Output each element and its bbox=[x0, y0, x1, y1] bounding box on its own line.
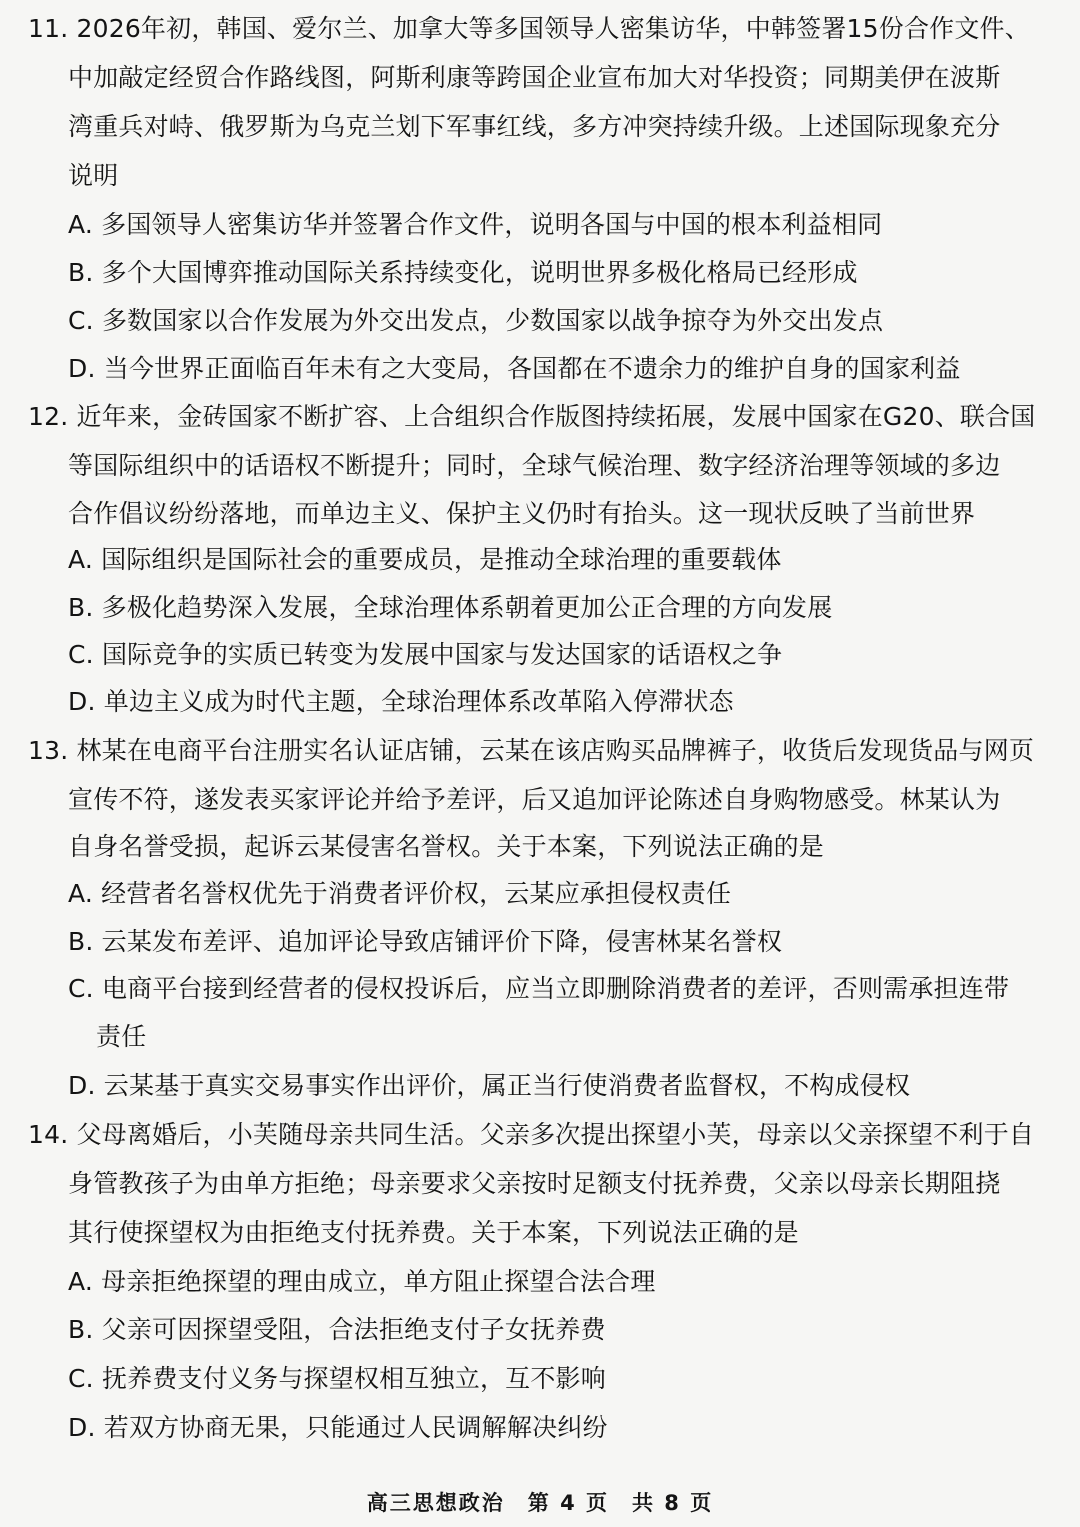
question-stem-line: 说明 bbox=[68, 161, 119, 190]
page-footer: 高三思想政治 第 4 页 共 8 页 bbox=[366, 1491, 714, 1515]
option-b: B. 多个大国博弈推动国际关系持续变化，说明世界多极化格局已经形成 bbox=[68, 258, 858, 287]
question-stem-line: 13. 林某在电商平台注册实名认证店铺，云某在该店购买品牌裤子，收货后发现货品与网页 bbox=[28, 736, 1035, 765]
question-stem-line: 身管教孩子为由单方拒绝；母亲要求父亲按时足额支付抚养费，父亲以母亲长期阻挠 bbox=[68, 1169, 1001, 1198]
option-a: A. 多国领导人密集访华并签署合作文件，说明各国与中国的根本利益相同 bbox=[68, 210, 883, 239]
question-stem-line: 合作倡议纷纷落地，而单边主义、保护主义仍时有抬头。这一现状反映了当前世界 bbox=[68, 499, 976, 528]
option-c: C. 国际竞争的实质已转变为发展中国家与发达国家的话语权之争 bbox=[68, 640, 783, 669]
question-stem-line: 等国际组织中的话语权不断提升；同时，全球气候治理、数字经济治理等领域的多边 bbox=[68, 451, 1001, 480]
option-c: C. 多数国家以合作发展为外交出发点，少数国家以战争掠夺为外交出发点 bbox=[68, 306, 884, 335]
option-c: C. 抚养费支付义务与探望权相互独立，互不影响 bbox=[68, 1364, 606, 1393]
question-stem-line: 宣传不符，遂发表买家评论并给予差评，后又追加评论陈述自身购物感受。林某认为 bbox=[68, 785, 1001, 814]
question-stem-line: 湾重兵对峙、俄罗斯为乌克兰划下军事红线，多方冲突持续升级。上述国际现象充分 bbox=[68, 112, 1001, 141]
option-c: C. 电商平台接到经营者的侵权投诉后，应当立即删除消费者的差评，否则需承担连带 bbox=[68, 974, 1010, 1003]
option-c-continuation: 责任 bbox=[96, 1022, 147, 1051]
option-a: A. 母亲拒绝探望的理由成立，单方阻止探望合法合理 bbox=[68, 1267, 656, 1296]
question-stem-line: 自身名誉受损，起诉云某侵害名誉权。关于本案，下列说法正确的是 bbox=[68, 832, 825, 861]
question-stem-line: 中加敲定经贸合作路线图，阿斯利康等跨国企业宣布加大对华投资；同期美伊在波斯 bbox=[68, 63, 1001, 92]
question-stem-line: 14. 父母离婚后，小芙随母亲共同生活。父亲多次提出探望小芙，母亲以父亲探望不利于自 bbox=[28, 1120, 1035, 1149]
option-b: B. 多极化趋势深入发展，全球治理体系朝着更加公正合理的方向发展 bbox=[68, 593, 833, 622]
option-b: B. 云某发布差评、追加评论导致店铺评价下降，侵害林某名誉权 bbox=[68, 927, 783, 956]
question-stem-line: 12. 近年来，金砖国家不断扩容、上合组织合作版图持续拓展，发展中国家在G20、联合国 bbox=[28, 402, 1036, 431]
question-stem-line: 其行使探望权为由拒绝支付抚养费。关于本案，下列说法正确的是 bbox=[68, 1218, 799, 1247]
option-a: A. 国际组织是国际社会的重要成员，是推动全球治理的重要载体 bbox=[68, 545, 782, 574]
option-d: D. 单边主义成为时代主题，全球治理体系改革陷入停滞状态 bbox=[68, 687, 734, 716]
option-a: A. 经营者名誉权优先于消费者评价权，云某应承担侵权责任 bbox=[68, 879, 732, 908]
option-b: B. 父亲可因探望受阻，合法拒绝支付子女抚养费 bbox=[68, 1315, 606, 1344]
option-d: D. 当今世界正面临百年未有之大变局，各国都在不遗余力的维护自身的国家利益 bbox=[68, 354, 961, 383]
question-stem-line: 11. 2026年初，韩国、爱尔兰、加拿大等多国领导人密集访华，中韩签署15份合作文件、 bbox=[28, 14, 1030, 43]
option-d: D. 云某基于真实交易事实作出评价，属正当行使消费者监督权，不构成侵权 bbox=[68, 1071, 911, 1100]
option-d: D. 若双方协商无果，只能通过人民调解解决纠纷 bbox=[68, 1413, 608, 1442]
